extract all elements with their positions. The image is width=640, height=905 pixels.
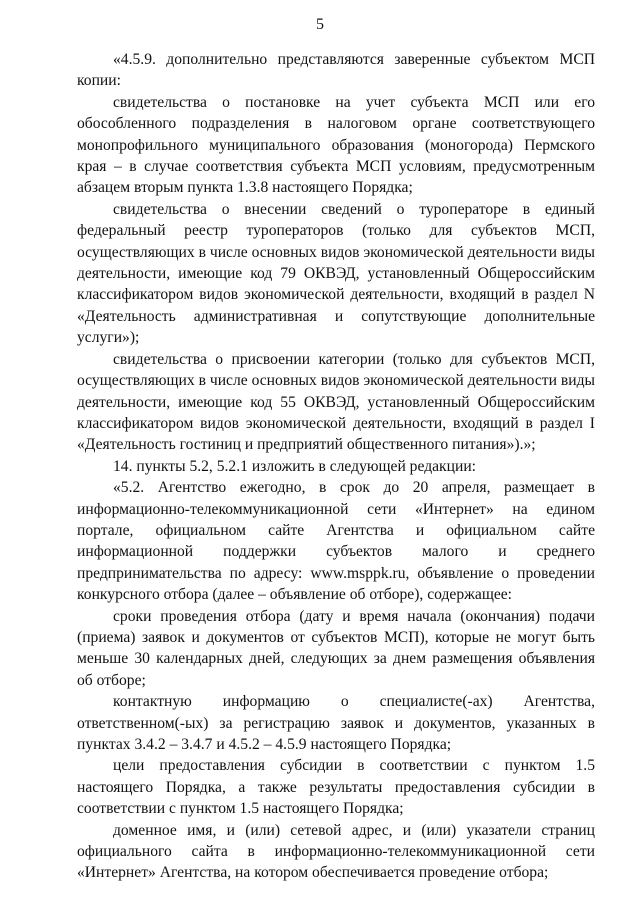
paragraph-tax-registration-certificate: свидетельства о постановке на учет субъекта МСП или его обособленного подразделения в налоговом органе соответствующего монопрофильного муниципального образования (моногорода) Пермского края – в случае соответствия субъекта МСП условиям, предусмотренным абзацем вторым пункта 1.3.8 настоящего Порядка; — [77, 93, 595, 197]
paragraph-category-certificate: свидетельства о присвоении категории (только для субъектов МСП, осуществляющих в числе основных видов экономической деятельности виды деятельности, имеющие код 55 ОКВЭД, установленный Общероссийским классификатором видов экономической деятельности, входящий в раздел I «Деятельность гостиниц и предприятий общественного питания»).»; — [77, 350, 595, 454]
paragraph-domain-name: доменное имя, и (или) сетевой адрес, и (или) указатели страниц официального сайта в информационно-телекоммуникационной сети «Интернет» Агентства, на котором обеспечивается проведение отбора; — [77, 821, 595, 882]
paragraph-tour-operator-registry-certificate: свидетельства о внесении сведений о туроператоре в единый федеральный реестр туроператоров (только для субъектов МСП, осуществляющих в числе основных видов экономической деятельности виды деятельности, имеющие код 79 ОКВЭД, установленный Общероссийским классификатором видов экономической деятельности, входящий в раздел N «Деятельность административная и сопутствующие дополнительные услуги»); — [77, 200, 595, 347]
page-number: 5 — [316, 16, 324, 33]
paragraph-subsidy-goals: цели предоставления субсидии в соответствии с пунктом 1.5 настоящего Порядка, а также результаты предоставления субсидии в соответствии с пунктом 1.5 настоящего Порядка; — [77, 757, 595, 818]
document-body — [77, 49, 595, 884]
paragraph-4-5-9-intro: «4.5.9. дополнительно представляются заверенные субъектом МСП копии: — [77, 51, 595, 90]
paragraph-item-14: 14. пункты 5.2, 5.2.1 изложить в следующей редакции: — [113, 457, 476, 475]
paragraph-selection-deadlines: сроки проведения отбора (дату и время начала (окончания) подачи (приема) заявок и документов от субъектов МСП), которые не могут быть меньше 30 календарных дней, следующих за днем размещения объявления об отборе; — [77, 607, 595, 689]
paragraph-5-2-announcement: «5.2. Агентство ежегодно, в срок до 20 апреля, размещает в информационно-телекоммуникационной сети «Интернет» на едином портале, официальном сайте Агентства и официальном сайте информационной поддержки субъектов малого и среднего предпринимательства по адресу: www.msppk.ru, объявление о проведении конкурсного отбора (далее – объявление об отборе), содержащее: — [77, 479, 595, 604]
paragraph-contact-information: контактную информацию о специалисте(-ах) Агентства, ответственном(-ых) за регистрацию заявок и документов, указанных в пунктах 3.4.2 – 3.4.7 и 4.5.2 – 4.5.9 настоящего Порядка; — [77, 693, 595, 753]
